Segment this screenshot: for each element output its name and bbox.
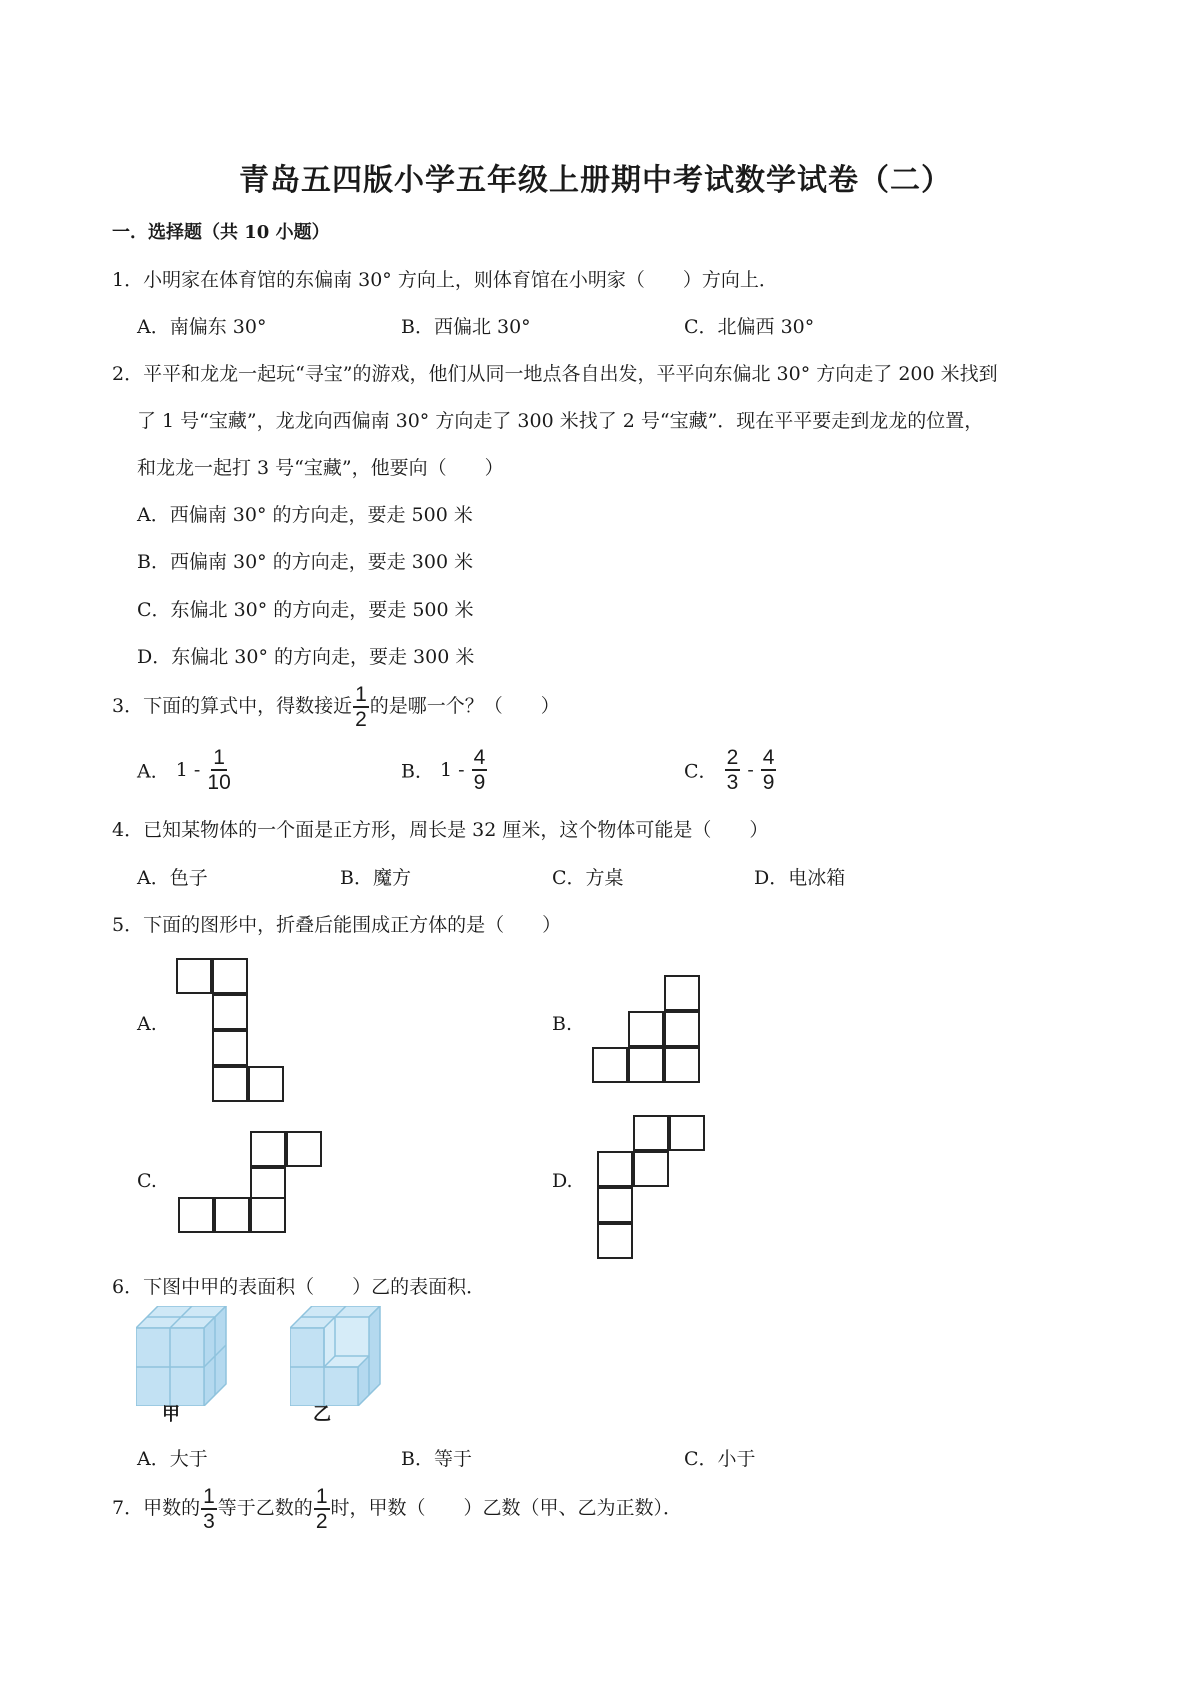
fraction-one-half (314, 1485, 330, 1533)
question-number: 3． (112, 695, 144, 717)
fraction (472, 746, 488, 794)
question-1 (112, 265, 778, 292)
option-letter: A． (137, 316, 170, 338)
question-number: 4． (112, 819, 144, 841)
q3-option-a[interactable] (137, 746, 232, 794)
question-text: 甲数的 (143, 1497, 201, 1519)
option-letter: D． (754, 867, 789, 889)
fraction (761, 746, 777, 794)
q6-option-c[interactable] (684, 1444, 756, 1471)
option-text: 南偏东 30° (169, 316, 267, 338)
option-letter: B． (401, 1448, 434, 1470)
option-letter: B． (340, 867, 373, 889)
option-letter: A． (137, 760, 170, 783)
q4-option-c[interactable] (552, 863, 624, 890)
option-text: 等于 (433, 1448, 472, 1470)
numerator: 1 (203, 1485, 215, 1508)
question-text: 下面的算式中，得数接近 (143, 695, 353, 717)
option-whole: 1 - (175, 759, 201, 781)
q1-option-c[interactable] (684, 312, 814, 339)
denominator: 9 (762, 771, 775, 794)
q5-option-c-label[interactable]: C. (137, 1170, 157, 1192)
question-number: 1． (112, 269, 144, 291)
question-3 (112, 683, 560, 731)
question-4 (112, 815, 768, 842)
option-letter: B． (137, 551, 170, 573)
numerator: 1 (315, 1485, 328, 1508)
question-5 (112, 910, 561, 937)
q6-option-b[interactable] (401, 1444, 472, 1471)
numerator: 4 (762, 746, 775, 769)
q6-option-a[interactable] (137, 1444, 208, 1471)
option-text: 西偏南 30° 的方向走，要走 500 米 (169, 504, 473, 526)
question-number: 2． (112, 363, 144, 385)
question-number: 6． (112, 1276, 144, 1298)
option-text: 大于 (169, 1448, 208, 1470)
q3-option-c[interactable] (684, 746, 777, 794)
section-header: 一．选择题（共 10 小题） (112, 222, 330, 243)
cube-label-jia: 甲 (162, 1404, 180, 1425)
q4-option-d[interactable] (754, 863, 845, 890)
numerator: 2 (726, 746, 739, 769)
question-text: 小明家在体育馆的东偏南 30° 方向上，则体育馆在小明家（ ）方向上． (143, 269, 778, 291)
option-letter: A． (137, 504, 170, 526)
question-text-line-1: 平平和龙龙一起玩“寻宝”的游戏，他们从同一地点各自出发，平平向东偏北 30° 方向走了 200 米找到 (143, 363, 998, 385)
fraction-one-half (353, 683, 369, 731)
option-letter: B． (401, 760, 434, 783)
option-text: 方桌 (585, 867, 624, 889)
option-letter: C． (137, 599, 171, 621)
option-whole: 1 - (440, 759, 465, 781)
question-text: 等于乙数的 (217, 1497, 313, 1519)
denominator: 2 (315, 1510, 328, 1533)
option-text: 色子 (169, 867, 208, 889)
option-text: 西偏南 30° 的方向走，要走 300 米 (169, 551, 474, 573)
q2-option-c[interactable] (137, 595, 474, 622)
question-text: 已知某物体的一个面是正方形，周长是 32 厘米，这个物体可能是（ ） (143, 819, 769, 841)
fraction (207, 746, 230, 794)
denominator: 9 (473, 771, 486, 794)
q1-option-a[interactable] (137, 312, 266, 339)
numerator: 4 (473, 746, 486, 769)
cube-figure-yi (290, 1306, 390, 1410)
question-text-line-3: 和龙龙一起打 3 号“宝藏”，他要向（ ） (137, 457, 504, 479)
denominator: 2 (355, 708, 367, 731)
q5-option-b-label[interactable]: B. (552, 1013, 573, 1035)
option-text: 西偏北 30° (433, 316, 531, 338)
denominator: 3 (203, 1510, 215, 1533)
option-letter: B． (401, 316, 434, 338)
option-text: 魔方 (372, 867, 411, 889)
option-text: 东偏北 30° 的方向走，要走 500 米 (170, 599, 474, 621)
option-text: 小于 (717, 1448, 756, 1470)
question-6 (112, 1272, 485, 1299)
option-letter: C． (552, 867, 586, 889)
q2-option-a[interactable] (137, 500, 473, 527)
fraction (725, 746, 741, 794)
q5-option-a-label[interactable]: A. (137, 1013, 157, 1035)
q5-option-d-label[interactable]: D. (552, 1170, 573, 1192)
question-2 (112, 359, 998, 386)
denominator: 3 (726, 771, 739, 794)
denominator: 10 (207, 771, 231, 794)
q3-option-b[interactable] (401, 746, 488, 794)
option-letter: C． (684, 1448, 718, 1470)
numerator: 1 (213, 746, 225, 769)
cube-label-yi: 乙 (313, 1404, 331, 1425)
cube-figure-jia (136, 1306, 236, 1410)
question-text: 下图中甲的表面积（ ）乙的表面积． (143, 1276, 486, 1298)
question-text-line-2: 了 1 号“宝藏”，龙龙向西偏南 30° 方向走了 300 米找了 2 号“宝藏”．现在平平要走到龙龙的位置， (137, 410, 984, 432)
minus-sign: - (747, 759, 754, 781)
question-7 (112, 1485, 682, 1533)
question-text: 时，甲数（ ）乙数（甲、乙为正数）． (330, 1497, 683, 1519)
question-number: 7． (112, 1497, 144, 1519)
option-text: 电冰箱 (788, 867, 846, 889)
numerator: 1 (355, 683, 367, 706)
question-number: 5． (112, 914, 144, 936)
option-letter: C． (684, 316, 718, 338)
page-title: 青岛五四版小学五年级上册期中考试数学试卷（二） (239, 163, 952, 198)
option-text: 东偏北 30° 的方向走，要走 300 米 (171, 646, 475, 668)
option-letter: A． (137, 867, 170, 889)
option-text: 北偏西 30° (717, 316, 815, 338)
q4-option-b[interactable] (340, 863, 411, 890)
q4-option-a[interactable] (137, 863, 208, 890)
option-letter: D． (137, 646, 172, 668)
q1-option-b[interactable] (401, 312, 531, 339)
question-text: 下面的图形中，折叠后能围成正方体的是（ ） (143, 914, 562, 936)
fraction-one-third (201, 1485, 217, 1533)
q2-option-d[interactable] (137, 642, 474, 669)
option-letter: C． (684, 760, 718, 783)
question-text: 的是哪一个？（ ） (369, 695, 560, 717)
q2-option-b[interactable] (137, 547, 473, 574)
option-letter: A． (137, 1448, 170, 1470)
